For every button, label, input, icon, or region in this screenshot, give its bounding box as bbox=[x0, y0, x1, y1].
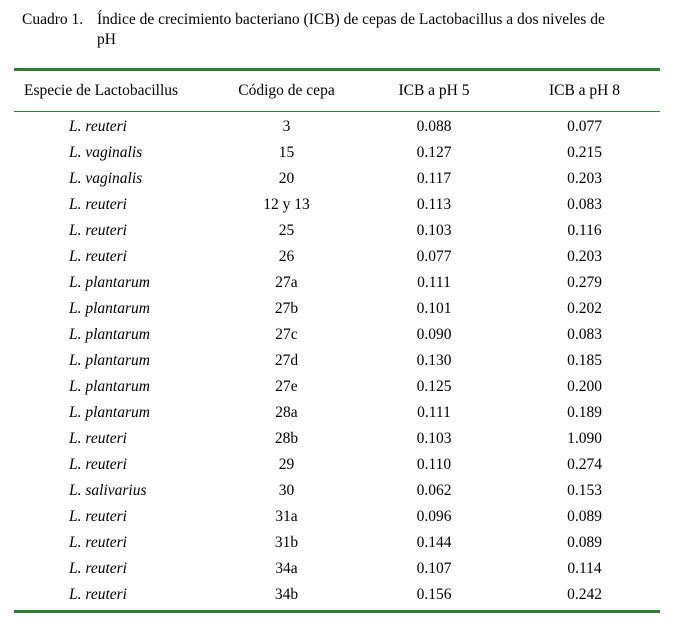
cell-species: L. plantarum bbox=[69, 326, 150, 343]
cell-species: L. plantarum bbox=[69, 300, 150, 317]
table-row bbox=[14, 114, 660, 140]
table-row bbox=[14, 556, 660, 582]
cell-icb-ph5: 0.130 bbox=[416, 352, 452, 369]
cell-species: L. plantarum bbox=[69, 378, 150, 395]
table-row bbox=[14, 452, 660, 478]
table-row bbox=[14, 400, 660, 426]
header-icb-ph8: ICB a pH 8 bbox=[548, 82, 621, 99]
table-caption bbox=[22, 10, 672, 50]
cell-icb-ph5: 0.111 bbox=[417, 274, 451, 291]
table-row bbox=[14, 218, 660, 244]
cell-strain-code: 28b bbox=[274, 430, 299, 447]
table-row bbox=[14, 296, 660, 322]
cell-icb-ph8: 0.279 bbox=[567, 274, 602, 291]
cell-icb-ph5: 0.117 bbox=[416, 170, 452, 187]
cell-species: L. reuteri bbox=[69, 430, 127, 447]
cell-strain-code: 27b bbox=[274, 300, 299, 317]
cell-strain-code: 20 bbox=[278, 170, 295, 187]
cell-icb-ph5: 0.127 bbox=[416, 144, 452, 161]
table-header-row bbox=[14, 71, 660, 111]
cell-strain-code: 27e bbox=[275, 378, 298, 395]
cell-strain-code: 34a bbox=[275, 560, 298, 577]
cell-species: L. reuteri bbox=[69, 508, 127, 525]
cell-strain-code: 26 bbox=[278, 248, 295, 265]
cell-icb-ph8: 0.203 bbox=[567, 170, 602, 187]
cell-icb-ph5: 0.062 bbox=[416, 482, 452, 499]
table-row bbox=[14, 166, 660, 192]
cell-species: L. reuteri bbox=[69, 586, 127, 603]
cell-icb-ph8: 0.189 bbox=[567, 404, 602, 421]
cell-icb-ph8: 0.274 bbox=[567, 456, 602, 473]
cell-species: L. salivarius bbox=[69, 482, 147, 499]
cell-icb-ph5: 0.125 bbox=[416, 378, 452, 395]
data-table bbox=[14, 68, 660, 613]
table-row bbox=[14, 322, 660, 348]
caption-label: Cuadro 1. bbox=[22, 11, 84, 28]
cell-species: L. plantarum bbox=[69, 352, 150, 369]
table-row bbox=[14, 478, 660, 504]
cell-icb-ph8: 0.089 bbox=[567, 534, 602, 551]
cell-strain-code: 31b bbox=[274, 534, 299, 551]
cell-icb-ph8: 0.202 bbox=[567, 300, 602, 317]
cell-icb-ph8: 0.200 bbox=[567, 378, 602, 395]
cell-icb-ph5: 0.107 bbox=[416, 560, 452, 577]
cell-icb-ph8: 0.116 bbox=[567, 222, 602, 239]
table-body bbox=[14, 112, 660, 610]
cell-species: L. reuteri bbox=[69, 456, 127, 473]
cell-icb-ph5: 0.144 bbox=[416, 534, 452, 551]
cell-strain-code: 27c bbox=[275, 326, 298, 343]
table-row bbox=[14, 504, 660, 530]
cell-icb-ph5: 0.101 bbox=[416, 300, 452, 317]
cell-strain-code: 31a bbox=[275, 508, 298, 525]
cell-strain-code: 3 bbox=[282, 118, 291, 135]
cell-strain-code: 30 bbox=[278, 482, 295, 499]
caption-title-continuation: pH bbox=[97, 31, 116, 48]
cell-icb-ph5: 0.156 bbox=[416, 586, 452, 603]
table-row bbox=[14, 348, 660, 374]
cell-icb-ph8: 0.083 bbox=[567, 196, 602, 213]
cell-icb-ph8: 0.114 bbox=[567, 560, 602, 577]
cell-species: L. vaginalis bbox=[69, 170, 143, 187]
cell-icb-ph8: 1.090 bbox=[567, 430, 602, 447]
table-row bbox=[14, 582, 660, 608]
cell-icb-ph8: 0.089 bbox=[567, 508, 602, 525]
cell-icb-ph8: 0.185 bbox=[567, 352, 602, 369]
cell-strain-code: 34b bbox=[274, 586, 299, 603]
header-icb-ph5: ICB a pH 5 bbox=[398, 82, 470, 99]
cell-icb-ph5: 0.113 bbox=[416, 196, 452, 213]
cell-icb-ph8: 0.242 bbox=[567, 586, 602, 603]
table-bottom-rule bbox=[14, 610, 660, 613]
cell-strain-code: 29 bbox=[278, 456, 295, 473]
cell-strain-code: 28a bbox=[275, 404, 298, 421]
table-row bbox=[14, 374, 660, 400]
table-row bbox=[14, 140, 660, 166]
cell-strain-code: 15 bbox=[278, 144, 295, 161]
header-species: Especie de Lactobacillus bbox=[24, 82, 179, 99]
cell-species: L. reuteri bbox=[69, 118, 127, 135]
table-row bbox=[14, 530, 660, 556]
cell-species: L. reuteri bbox=[69, 196, 127, 213]
cell-icb-ph5: 0.077 bbox=[416, 248, 452, 265]
cell-strain-code: 12 y 13 bbox=[263, 196, 310, 213]
cell-strain-code: 27d bbox=[274, 352, 299, 369]
cell-icb-ph5: 0.103 bbox=[416, 222, 452, 239]
cell-icb-ph5: 0.096 bbox=[416, 508, 452, 525]
cell-species: L. vaginalis bbox=[69, 144, 143, 161]
cell-icb-ph5: 0.111 bbox=[417, 404, 451, 421]
cell-icb-ph5: 0.090 bbox=[416, 326, 452, 343]
table-row bbox=[14, 270, 660, 296]
table-row bbox=[14, 244, 660, 270]
cell-icb-ph8: 0.153 bbox=[567, 482, 602, 499]
header-strain-code: Código de cepa bbox=[238, 82, 335, 99]
cell-icb-ph8: 0.203 bbox=[567, 248, 602, 265]
cell-species: L. reuteri bbox=[69, 560, 127, 577]
table-row bbox=[14, 426, 660, 452]
cell-species: L. reuteri bbox=[69, 534, 127, 551]
cell-species: L. reuteri bbox=[69, 248, 127, 265]
cell-species: L. reuteri bbox=[69, 222, 127, 239]
cell-species: L. plantarum bbox=[69, 404, 150, 421]
cell-icb-ph8: 0.083 bbox=[567, 326, 602, 343]
cell-icb-ph8: 0.077 bbox=[567, 118, 602, 135]
table-row bbox=[14, 192, 660, 218]
cell-strain-code: 25 bbox=[278, 222, 295, 239]
caption-title: Índice de crecimiento bacteriano (ICB) de cepas de Lactobacillus a dos niveles de bbox=[97, 11, 605, 28]
cell-icb-ph5: 0.103 bbox=[416, 430, 452, 447]
cell-icb-ph5: 0.088 bbox=[416, 118, 452, 135]
cell-strain-code: 27a bbox=[275, 274, 298, 291]
cell-species: L. plantarum bbox=[69, 274, 150, 291]
cell-icb-ph8: 0.215 bbox=[567, 144, 602, 161]
cell-icb-ph5: 0.110 bbox=[416, 456, 452, 473]
